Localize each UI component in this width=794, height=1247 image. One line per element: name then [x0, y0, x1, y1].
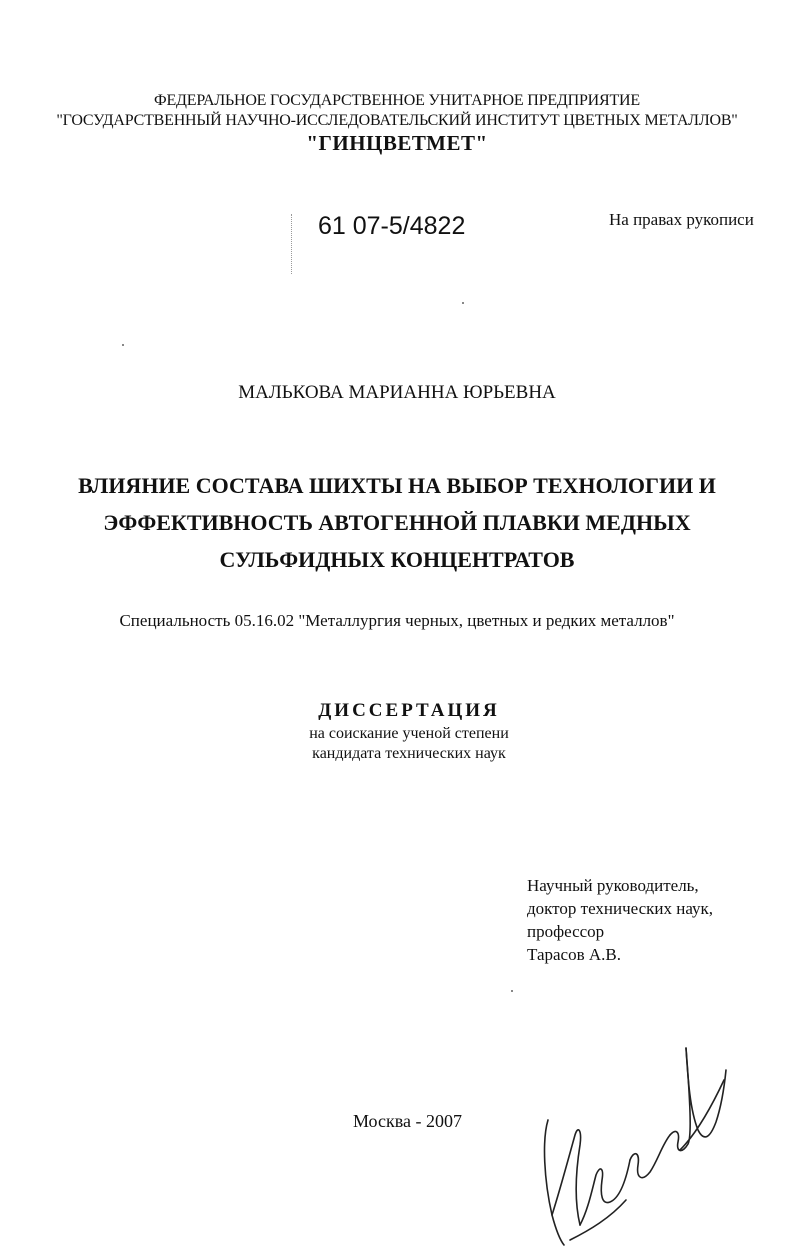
- degree-line-1: на соискание ученой степени: [309, 725, 509, 742]
- author-name: МАЛЬКОВА МАРИАННА ЮРЬЕВНА: [238, 382, 556, 403]
- supervisor-name: Тарасов А.В.: [527, 945, 621, 964]
- organization-short-name: "ГИНЦВЕТМЕТ": [306, 131, 488, 155]
- organization-line-2: "ГОСУДАРСТВЕННЫЙ НАУЧНО-ИССЛЕДОВАТЕЛЬСКИЙ ИНСТИТУТ ЦВЕТНЫХ МЕТАЛЛОВ": [56, 112, 738, 129]
- thesis-title: [0, 467, 794, 578]
- rights-notice: На правах рукописи: [609, 210, 754, 229]
- title-line-3: СУЛЬФИДНЫХ КОНЦЕНТРАТОВ: [219, 547, 575, 572]
- scan-speck: [122, 344, 124, 346]
- dissertation-heading: ДИССЕРТАЦИЯ: [318, 700, 500, 721]
- scan-speck: [511, 990, 513, 992]
- supervisor-role: Научный руководитель,: [527, 876, 699, 895]
- scan-speck: [462, 302, 464, 304]
- supervisor-block: [527, 874, 713, 966]
- catalog-code: 61 07-5/4822: [318, 212, 466, 240]
- title-line-2: ЭФФЕКТИВНОСТЬ АВТОГЕННОЙ ПЛАВКИ МЕДНЫХ: [103, 510, 691, 535]
- specialty: Специальность 05.16.02 "Металлургия черных, цветных и редких металлов": [119, 611, 675, 630]
- signature-icon: [530, 1040, 740, 1247]
- scan-mark: [291, 214, 293, 274]
- supervisor-title: профессор: [527, 922, 605, 941]
- supervisor-degree: доктор технических наук,: [527, 899, 714, 918]
- city-year: Москва - 2007: [353, 1111, 462, 1131]
- title-line-1: ВЛИЯНИЕ СОСТАВА ШИХТЫ НА ВЫБОР ТЕХНОЛОГИИ И: [78, 473, 716, 498]
- degree-line-2: кандидата технических наук: [312, 745, 506, 762]
- organization-line-1: ФЕДЕРАЛЬНОЕ ГОСУДАРСТВЕННОЕ УНИТАРНОЕ ПРЕДПРИЯТИЕ: [154, 92, 640, 109]
